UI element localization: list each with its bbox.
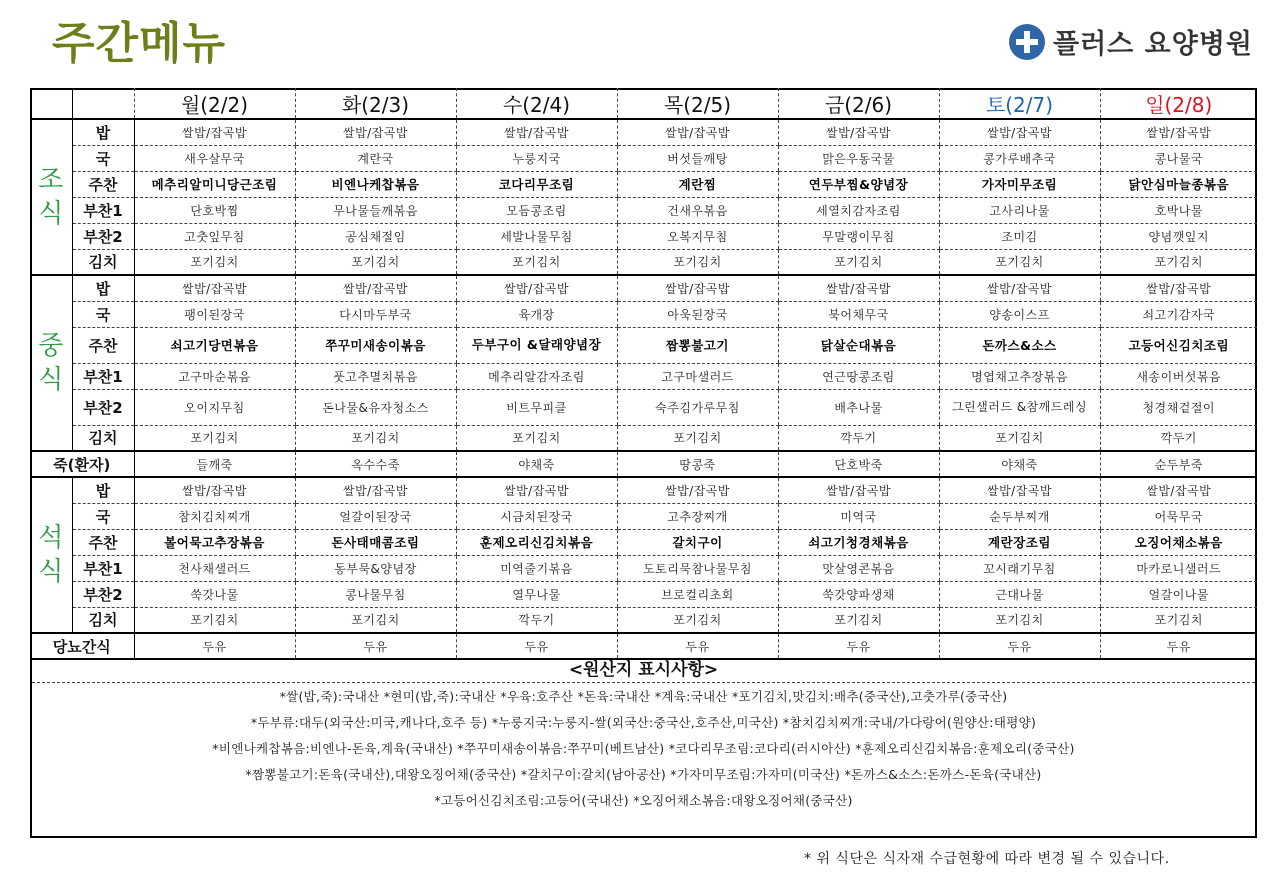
menu-cell: 쌀밥/잡곡밥 bbox=[295, 119, 456, 145]
day-header-saturday: 토(2/7) bbox=[939, 88, 1100, 119]
category-label: 밥 bbox=[72, 119, 134, 145]
main-dish-cell: 계란장조림 bbox=[939, 529, 1100, 555]
menu-cell: 쌀밥/잡곡밥 bbox=[456, 477, 617, 503]
hospital-logo bbox=[1009, 22, 1253, 61]
menu-cell: 아욱된장국 bbox=[617, 301, 778, 327]
menu-cell: 단호박찜 bbox=[134, 197, 295, 223]
main-dish-cell: 연두부찜&양념장 bbox=[778, 171, 939, 197]
menu-cell: 호박나물 bbox=[1100, 197, 1257, 223]
category-label: 부찬2 bbox=[72, 581, 134, 607]
category-label: 국 bbox=[72, 145, 134, 171]
medical-cross-icon bbox=[1009, 24, 1045, 60]
origin-line: *비엔나케찹볶음:비엔나-돈육,계육(국내산) *쭈꾸미새송이볶음:쭈꾸미(베트남산) *코다리무조림:코다리(러시아산) *훈제오리신김치볶음:훈제오리(중국산) bbox=[212, 741, 1075, 756]
category-label: 김치 bbox=[72, 249, 134, 275]
main-dish-cell: 볼어묵고추장볶음 bbox=[134, 529, 295, 555]
menu-cell: 포기김치 bbox=[134, 249, 295, 275]
diabetic-snack-cell: 두유 bbox=[134, 633, 295, 659]
meal-row bbox=[30, 249, 1257, 275]
menu-cell: 미역국 bbox=[778, 503, 939, 529]
origin-line: *짬뽕불고기:돈육(국내산),대왕오징어채(중국산) *갈치구이:갈치(남아공산) *가자미무조림:가자미(미국산) *돈까스&소스:돈까스-돈육(국내산) bbox=[245, 767, 1042, 782]
menu-cell: 쑥갓나물 bbox=[134, 581, 295, 607]
menu-cell: 공심채절임 bbox=[295, 223, 456, 249]
menu-cell: 양송이스프 bbox=[939, 301, 1100, 327]
main-dish-cell: 쇠고기청경채볶음 bbox=[778, 529, 939, 555]
header-corner-category bbox=[72, 88, 134, 119]
main-dish-cell: 코다리무조림 bbox=[456, 171, 617, 197]
menu-cell: 포기김치 bbox=[295, 425, 456, 451]
diabetic-snack-cell: 두유 bbox=[295, 633, 456, 659]
menu-cell: 버섯들깨탕 bbox=[617, 145, 778, 171]
porridge-label: 죽(환자) bbox=[30, 451, 134, 477]
menu-cell: 포기김치 bbox=[456, 425, 617, 451]
menu-cell: 쌀밥/잡곡밥 bbox=[939, 275, 1100, 301]
menu-cell: 콩가루배추국 bbox=[939, 145, 1100, 171]
weekly-menu-table bbox=[30, 88, 1257, 660]
category-label: 부찬1 bbox=[72, 197, 134, 223]
meal-row bbox=[30, 503, 1257, 529]
diabetic-snack-cell: 두유 bbox=[456, 633, 617, 659]
menu-cell: 모듬콩조림 bbox=[456, 197, 617, 223]
menu-cell: 쌀밥/잡곡밥 bbox=[295, 477, 456, 503]
meal-label bbox=[30, 477, 72, 633]
menu-cell: 누룽지국 bbox=[456, 145, 617, 171]
menu-cell: 깍두기 bbox=[456, 607, 617, 633]
menu-cell: 맑은우동국물 bbox=[778, 145, 939, 171]
meal-row bbox=[30, 275, 1257, 301]
menu-cell: 세열치감자조림 bbox=[778, 197, 939, 223]
menu-cell: 포기김치 bbox=[778, 249, 939, 275]
meal-label-char: 중 bbox=[38, 331, 64, 361]
footer-note: * 위 식단은 식자재 수급현황에 따라 변경 될 수 있습니다. bbox=[804, 851, 1170, 867]
main-dish-cell: 닭안심마늘종볶음 bbox=[1100, 171, 1257, 197]
menu-cell: 무말랭이무침 bbox=[778, 223, 939, 249]
menu-cell: 연근땅콩조림 bbox=[778, 363, 939, 389]
porridge-cell: 옥수수죽 bbox=[295, 451, 456, 477]
origin-line: *쌀(밥,죽):국내산 *현미(밥,죽):국내산 *우육:호주산 *돈육:국내산 *계육:국내산 *포기김치,맛김치:배추(중국산),고춧가루(중국산) bbox=[279, 689, 1008, 704]
menu-cell: 배추나물 bbox=[778, 389, 939, 425]
category-label: 부찬2 bbox=[72, 389, 134, 425]
meal-row bbox=[30, 389, 1257, 425]
menu-cell: 깍두기 bbox=[778, 425, 939, 451]
header-corner bbox=[30, 88, 72, 119]
day-header-sunday: 일(2/8) bbox=[1100, 88, 1257, 119]
meal-row bbox=[30, 425, 1257, 451]
origin-line: *고등어신김치조림:고등어(국내산) *오징어채소볶음:대왕오징어채(중국산) bbox=[434, 793, 853, 808]
menu-cell: 메추리알감자조림 bbox=[456, 363, 617, 389]
menu-cell: 포기김치 bbox=[134, 425, 295, 451]
porridge-cell: 야채죽 bbox=[939, 451, 1100, 477]
menu-cell: 양념깻잎지 bbox=[1100, 223, 1257, 249]
menu-cell: 쌀밥/잡곡밥 bbox=[295, 275, 456, 301]
porridge-cell: 땅콩죽 bbox=[617, 451, 778, 477]
menu-cell: 고춧잎무침 bbox=[134, 223, 295, 249]
main-dish-cell: 훈제오리신김치볶음 bbox=[456, 529, 617, 555]
menu-cell: 쌀밥/잡곡밥 bbox=[134, 275, 295, 301]
menu-cell: 그린샐러드 &참깨드레싱 bbox=[939, 389, 1100, 425]
category-label: 주찬 bbox=[72, 529, 134, 555]
main-dish-cell: 가자미무조림 bbox=[939, 171, 1100, 197]
menu-cell: 콩나물무침 bbox=[295, 581, 456, 607]
diabetic-snack-cell: 두유 bbox=[617, 633, 778, 659]
menu-cell: 쌀밥/잡곡밥 bbox=[617, 477, 778, 503]
meal-row bbox=[30, 197, 1257, 223]
meal-row bbox=[30, 327, 1257, 363]
menu-cell: 순두부찌개 bbox=[939, 503, 1100, 529]
menu-cell: 도토리묵참나물무침 bbox=[617, 555, 778, 581]
meal-row bbox=[30, 555, 1257, 581]
menu-cell: 포기김치 bbox=[939, 607, 1100, 633]
day-header: 월(2/2) bbox=[134, 88, 295, 119]
menu-cell: 쌀밥/잡곡밥 bbox=[617, 119, 778, 145]
category-label: 국 bbox=[72, 301, 134, 327]
menu-cell: 포기김치 bbox=[939, 425, 1100, 451]
menu-cell: 열무나물 bbox=[456, 581, 617, 607]
porridge-cell: 순두부죽 bbox=[1100, 451, 1257, 477]
menu-cell: 돈나물&유자청소스 bbox=[295, 389, 456, 425]
porridge-cell: 단호박죽 bbox=[778, 451, 939, 477]
diabetic-snack-cell: 두유 bbox=[778, 633, 939, 659]
menu-cell: 포기김치 bbox=[778, 607, 939, 633]
main-dish-cell: 짬뽕불고기 bbox=[617, 327, 778, 363]
main-dish-cell: 갈치구이 bbox=[617, 529, 778, 555]
main-dish-cell: 메추리알미니당근조림 bbox=[134, 171, 295, 197]
meal-label-char: 식 bbox=[38, 365, 64, 395]
meal-row bbox=[30, 477, 1257, 503]
menu-cell: 오이지무침 bbox=[134, 389, 295, 425]
category-label: 부찬1 bbox=[72, 363, 134, 389]
meal-label bbox=[30, 275, 72, 451]
menu-cell: 팽이된장국 bbox=[134, 301, 295, 327]
menu-cell: 시금치된장국 bbox=[456, 503, 617, 529]
meal-row bbox=[30, 223, 1257, 249]
menu-cell: 마카로니샐러드 bbox=[1100, 555, 1257, 581]
category-label: 밥 bbox=[72, 275, 134, 301]
menu-cell: 세발나물무침 bbox=[456, 223, 617, 249]
menu-cell: 계란국 bbox=[295, 145, 456, 171]
meal-row bbox=[30, 581, 1257, 607]
menu-cell: 다시마두부국 bbox=[295, 301, 456, 327]
meal-label-char: 식 bbox=[38, 557, 64, 587]
origin-title: <원산지 표시사항> bbox=[32, 658, 1255, 683]
menu-cell: 쌀밥/잡곡밥 bbox=[1100, 477, 1257, 503]
menu-cell: 쌀밥/잡곡밥 bbox=[778, 477, 939, 503]
diabetic-snack-row bbox=[30, 633, 1257, 659]
menu-cell: 건새우볶음 bbox=[617, 197, 778, 223]
meal-row bbox=[30, 529, 1257, 555]
menu-cell: 포기김치 bbox=[617, 249, 778, 275]
main-dish-cell: 쇠고기당면볶음 bbox=[134, 327, 295, 363]
menu-cell: 맛살영콘볶음 bbox=[778, 555, 939, 581]
hospital-name: 플러스 요양병원 bbox=[1053, 29, 1253, 60]
meal-label-char: 조 bbox=[38, 165, 64, 195]
menu-cell: 어묵무국 bbox=[1100, 503, 1257, 529]
meal-label-char: 식 bbox=[38, 199, 64, 229]
main-dish-cell: 고등어신김치조림 bbox=[1100, 327, 1257, 363]
menu-cell: 쇠고기감자국 bbox=[1100, 301, 1257, 327]
menu-cell: 천사채샐러드 bbox=[134, 555, 295, 581]
menu-cell: 깍두기 bbox=[1100, 425, 1257, 451]
menu-cell: 포기김치 bbox=[134, 607, 295, 633]
day-header-row bbox=[30, 88, 1257, 119]
meal-row bbox=[30, 119, 1257, 145]
menu-cell: 쌀밥/잡곡밥 bbox=[778, 119, 939, 145]
menu-cell: 콩나물국 bbox=[1100, 145, 1257, 171]
menu-cell: 무나물들깨볶음 bbox=[295, 197, 456, 223]
meal-row bbox=[30, 145, 1257, 171]
category-label: 부찬1 bbox=[72, 555, 134, 581]
porridge-row bbox=[30, 451, 1257, 477]
menu-cell: 고사리나물 bbox=[939, 197, 1100, 223]
origin-notice bbox=[32, 684, 1255, 814]
menu-cell: 근대나물 bbox=[939, 581, 1100, 607]
menu-cell: 쌀밥/잡곡밥 bbox=[456, 275, 617, 301]
page-title: 주간메뉴 bbox=[52, 18, 227, 69]
menu-cell: 쌀밥/잡곡밥 bbox=[1100, 119, 1257, 145]
category-label: 김치 bbox=[72, 425, 134, 451]
category-label: 국 bbox=[72, 503, 134, 529]
meal-label-char: 석 bbox=[38, 523, 64, 553]
menu-cell: 고추장찌개 bbox=[617, 503, 778, 529]
menu-cell: 북어채무국 bbox=[778, 301, 939, 327]
category-label: 주찬 bbox=[72, 171, 134, 197]
menu-cell: 고구마샐러드 bbox=[617, 363, 778, 389]
menu-cell: 꼬시래기무침 bbox=[939, 555, 1100, 581]
menu-cell: 새우살무국 bbox=[134, 145, 295, 171]
main-dish-cell: 돈까스&소스 bbox=[939, 327, 1100, 363]
menu-cell: 육개장 bbox=[456, 301, 617, 327]
menu-cell: 명엽채고추장볶음 bbox=[939, 363, 1100, 389]
menu-cell: 미역줄기볶음 bbox=[456, 555, 617, 581]
menu-cell: 고구마순볶음 bbox=[134, 363, 295, 389]
menu-cell: 쌀밥/잡곡밥 bbox=[939, 477, 1100, 503]
menu-cell: 쌀밥/잡곡밥 bbox=[134, 119, 295, 145]
menu-cell: 조미김 bbox=[939, 223, 1100, 249]
menu-cell: 쌀밥/잡곡밥 bbox=[134, 477, 295, 503]
meal-label bbox=[30, 119, 72, 275]
category-label: 주찬 bbox=[72, 327, 134, 363]
menu-cell: 참치김치찌개 bbox=[134, 503, 295, 529]
day-header: 수(2/4) bbox=[456, 88, 617, 119]
menu-cell: 쑥갓양파생채 bbox=[778, 581, 939, 607]
menu-cell: 포기김치 bbox=[617, 425, 778, 451]
category-label: 부찬2 bbox=[72, 223, 134, 249]
day-header: 목(2/5) bbox=[617, 88, 778, 119]
menu-cell: 숙주김가루무침 bbox=[617, 389, 778, 425]
menu-cell: 포기김치 bbox=[617, 607, 778, 633]
meal-row bbox=[30, 171, 1257, 197]
menu-cell: 풋고추멸치볶음 bbox=[295, 363, 456, 389]
main-dish-cell: 계란찜 bbox=[617, 171, 778, 197]
menu-cell: 비트무피클 bbox=[456, 389, 617, 425]
porridge-cell: 야채죽 bbox=[456, 451, 617, 477]
meal-row bbox=[30, 607, 1257, 633]
porridge-cell: 들깨죽 bbox=[134, 451, 295, 477]
origin-line: *두부류:대두(외국산:미국,캐나다,호주 등) *누룽지국:누룽지-쌀(외국산:중국산,호주산,미국산) *참치김치찌개:국내/가다랑어(원양산:태평양) bbox=[250, 715, 1037, 730]
diabetic-snack-cell: 두유 bbox=[1100, 633, 1257, 659]
menu-cell: 포기김치 bbox=[295, 249, 456, 275]
menu-cell: 쌀밥/잡곡밥 bbox=[617, 275, 778, 301]
main-dish-cell: 두부구이 &달래양념장 bbox=[456, 327, 617, 363]
menu-cell: 포기김치 bbox=[456, 249, 617, 275]
menu-cell: 새송이버섯볶음 bbox=[1100, 363, 1257, 389]
main-dish-cell: 닭살순대볶음 bbox=[778, 327, 939, 363]
main-dish-cell: 비엔나케찹볶음 bbox=[295, 171, 456, 197]
menu-cell: 포기김치 bbox=[295, 607, 456, 633]
menu-cell: 오복지무침 bbox=[617, 223, 778, 249]
meal-row bbox=[30, 301, 1257, 327]
menu-cell: 얼갈이나물 bbox=[1100, 581, 1257, 607]
meal-row bbox=[30, 363, 1257, 389]
menu-cell: 포기김치 bbox=[939, 249, 1100, 275]
day-header: 금(2/6) bbox=[778, 88, 939, 119]
category-label: 김치 bbox=[72, 607, 134, 633]
menu-cell: 포기김치 bbox=[1100, 607, 1257, 633]
menu-cell: 브로컬리초회 bbox=[617, 581, 778, 607]
menu-cell: 포기김치 bbox=[1100, 249, 1257, 275]
menu-cell: 쌀밥/잡곡밥 bbox=[939, 119, 1100, 145]
main-dish-cell: 쭈꾸미새송이볶음 bbox=[295, 327, 456, 363]
diabetic-snack-label: 당뇨간식 bbox=[30, 633, 134, 659]
diabetic-snack-cell: 두유 bbox=[939, 633, 1100, 659]
menu-cell: 쌀밥/잡곡밥 bbox=[456, 119, 617, 145]
menu-cell: 동부묵&양념장 bbox=[295, 555, 456, 581]
menu-cell: 쌀밥/잡곡밥 bbox=[1100, 275, 1257, 301]
main-dish-cell: 돈사태매콤조림 bbox=[295, 529, 456, 555]
category-label: 밥 bbox=[72, 477, 134, 503]
day-header: 화(2/3) bbox=[295, 88, 456, 119]
menu-cell: 얼갈이된장국 bbox=[295, 503, 456, 529]
menu-cell: 청경채겉절이 bbox=[1100, 389, 1257, 425]
menu-cell: 쌀밥/잡곡밥 bbox=[778, 275, 939, 301]
main-dish-cell: 오징어채소볶음 bbox=[1100, 529, 1257, 555]
